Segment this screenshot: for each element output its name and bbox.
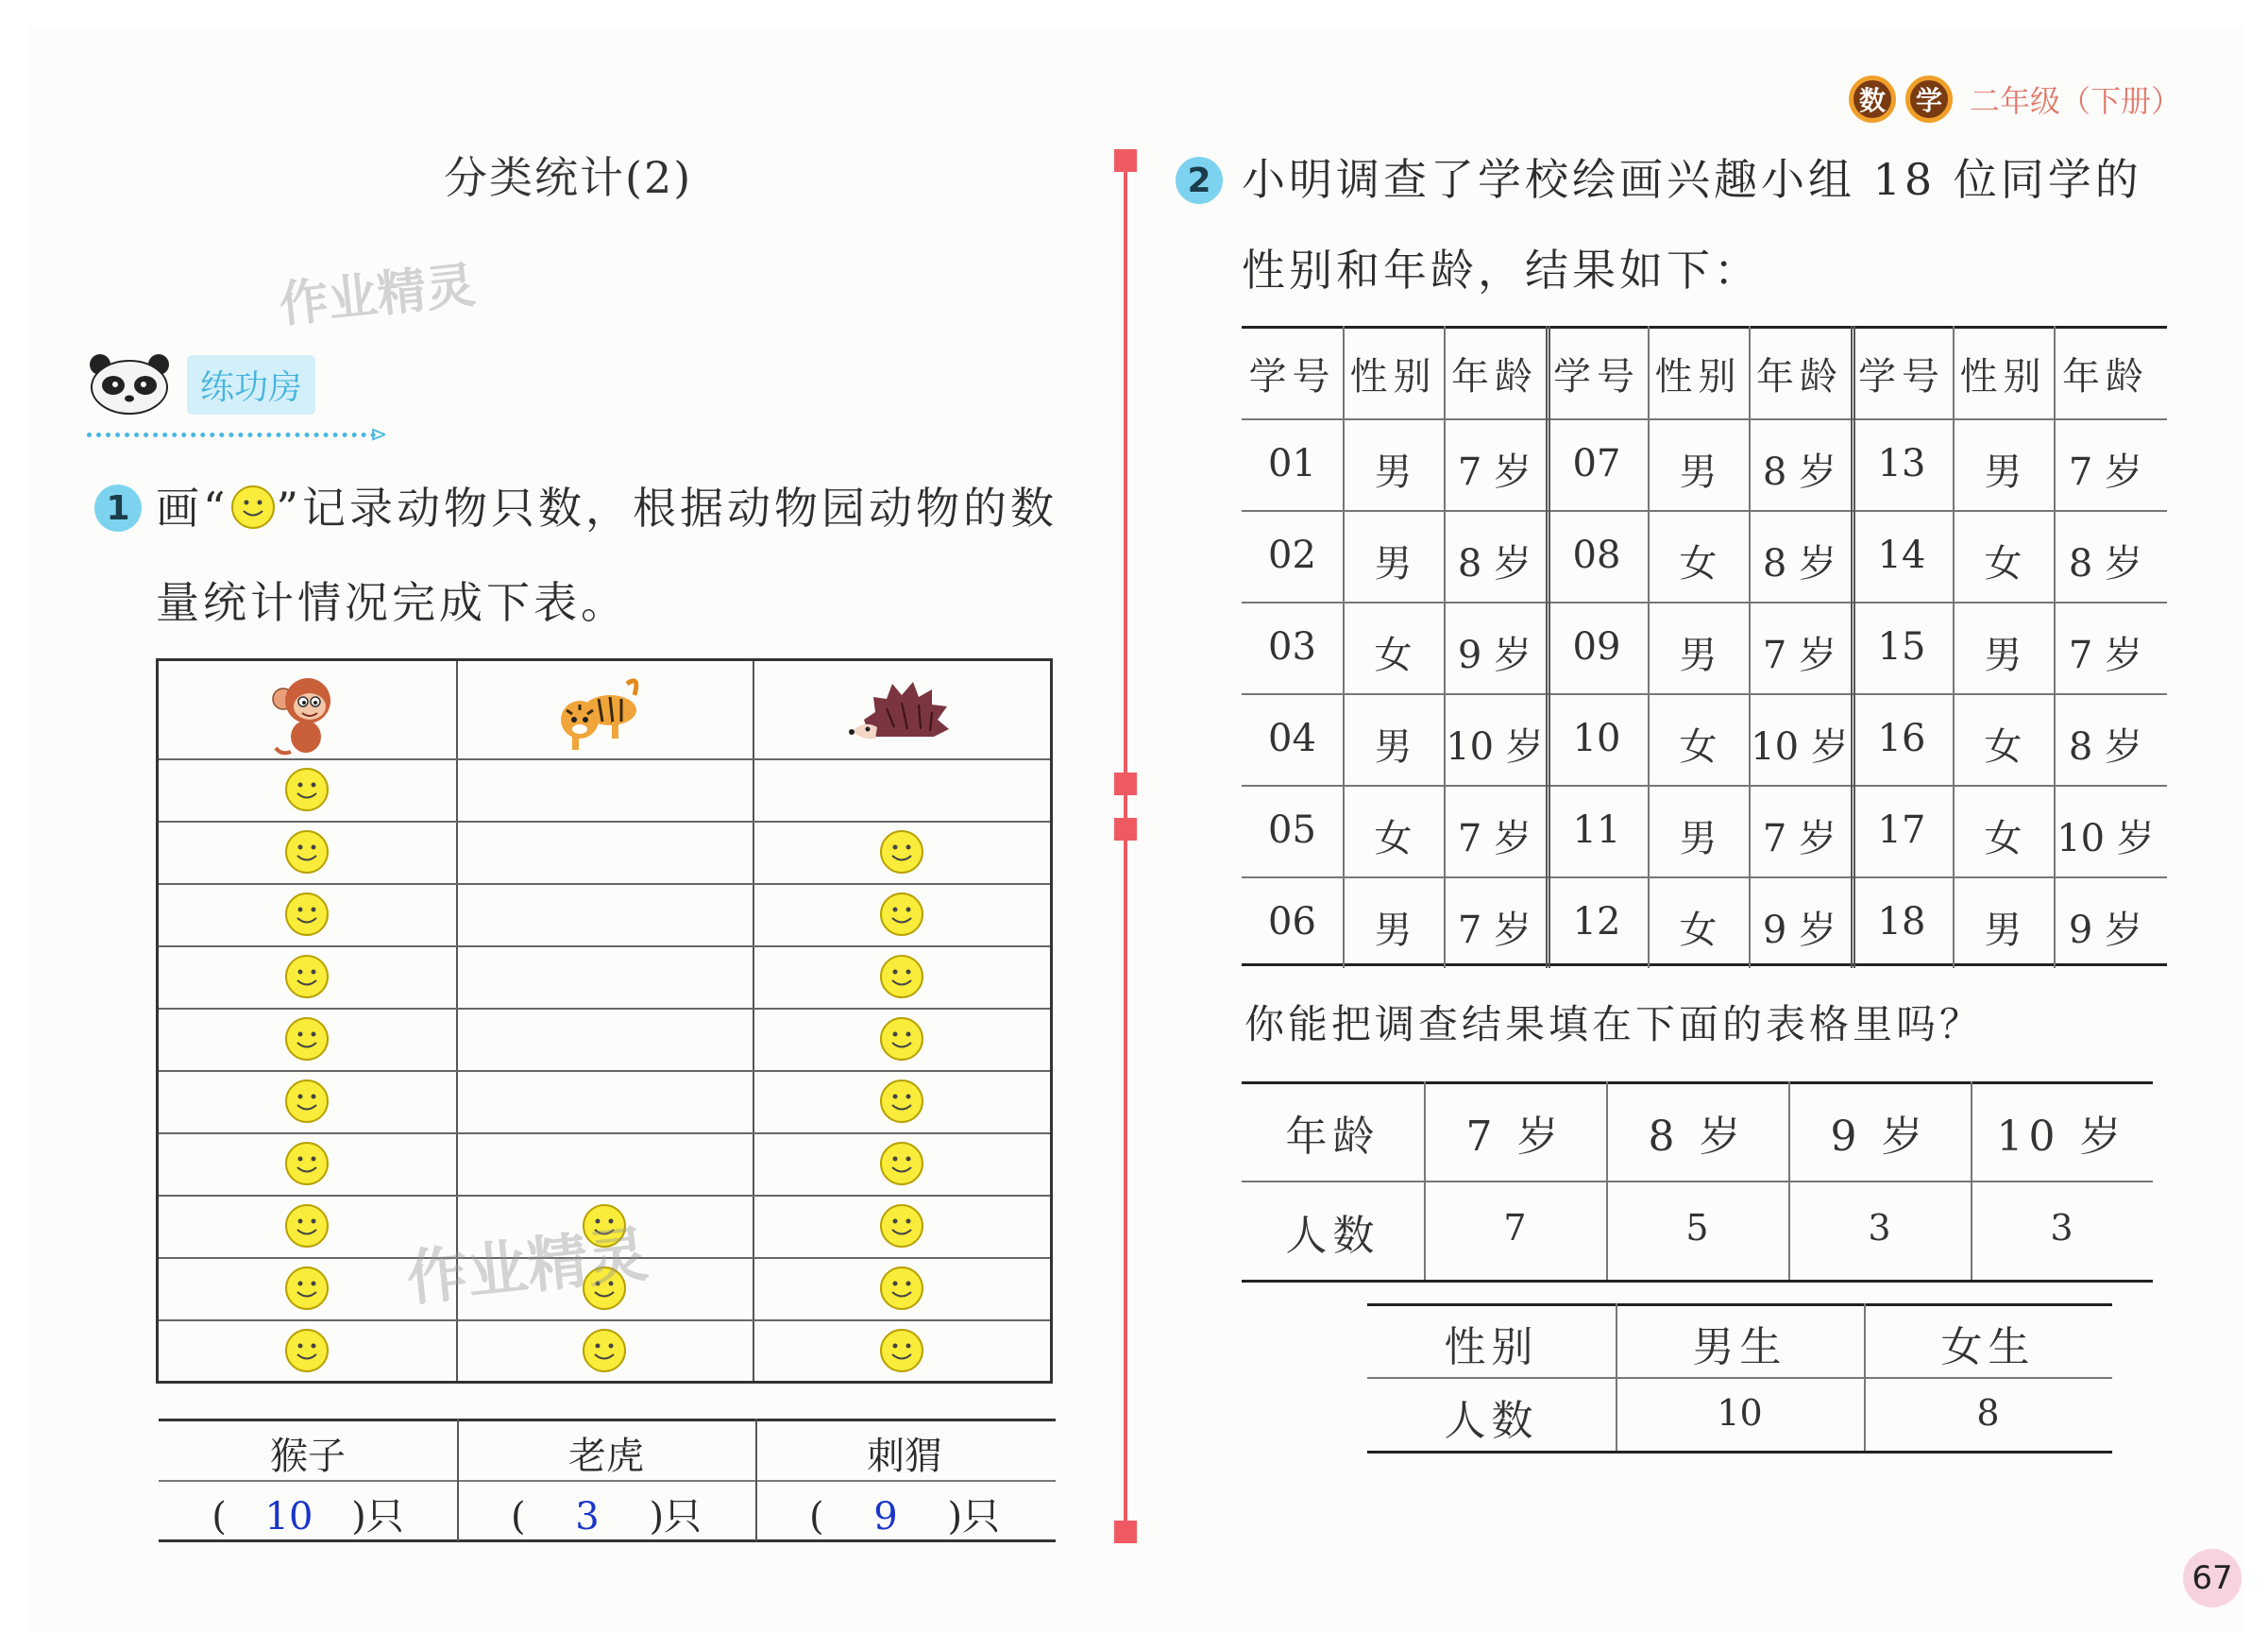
count-table-mid-rule (159, 1480, 1056, 1482)
question-1-line2: 量统计情况完成下表。 (156, 577, 628, 628)
binding-marker (1114, 773, 1137, 795)
age-table-header-cell: 9 岁 (1830, 1113, 1929, 1161)
page-number: 67 (2183, 1549, 2242, 1607)
gender-table-mid-rule (1367, 1377, 2112, 1379)
tally-smiley (878, 1265, 925, 1312)
animal-name-hedgehog: 刺猬 (867, 1435, 942, 1478)
table-data-cell: 7 岁 (2068, 634, 2143, 677)
tally-smiley (283, 1265, 330, 1312)
animal-name-tiger: 老虎 (568, 1435, 644, 1478)
table-data-cell: 8 岁 (1762, 542, 1837, 586)
count-value-monkey: 10 (264, 1495, 313, 1538)
paren-open: ( (808, 1495, 824, 1538)
animal-name-monkey: 猴子 (270, 1435, 346, 1478)
table-data-cell: 男 (1984, 634, 2023, 677)
table-data-cell: 13 (1877, 442, 1926, 485)
table-data-cell: 男 (1679, 634, 1718, 677)
table-data-cell: 女 (1679, 542, 1718, 586)
table-data-cell: 男 (1984, 450, 2023, 494)
tally-row-divider (159, 1132, 1050, 1134)
subject-char-2: 学 (1905, 76, 1953, 123)
gender-table-value-cell: 10 (1717, 1392, 1763, 1434)
tally-smiley (878, 1327, 925, 1374)
table-data-cell: 9 岁 (1762, 909, 1837, 952)
table-data-cell: 男 (1374, 725, 1413, 769)
dotted-divider (87, 433, 376, 437)
table-row-rule (1242, 418, 2167, 420)
table-data-cell: 8 岁 (1457, 542, 1532, 586)
count-cell-hedgehog (755, 1487, 1054, 1540)
watermark-middle: 作业精灵 (403, 1219, 652, 1316)
age-table-value-cell: 7 (1503, 1207, 1527, 1249)
practice-label: 练功房 (187, 355, 315, 415)
gender-summary-table (1367, 1303, 2113, 1459)
tally-smiley (283, 766, 330, 813)
table-data-cell: 05 (1268, 808, 1316, 852)
table-header-cell: 年龄 (1451, 355, 1538, 399)
table-data-cell: 8 岁 (2068, 542, 2143, 586)
table-row-rule (1242, 510, 2167, 512)
practice-header (87, 351, 315, 417)
table-data-cell: 8 岁 (2068, 725, 2143, 769)
subject-badge (1849, 76, 2181, 123)
question-1-line1 (156, 461, 1058, 555)
count-cell-monkey (159, 1487, 457, 1540)
table-header-cell: 学号 (1858, 355, 1945, 399)
tally-row-divider (159, 883, 1050, 885)
table-header-cell: 年龄 (1756, 355, 1843, 399)
subject-char-1: 数 (1849, 76, 1896, 123)
tally-row-divider (159, 758, 1050, 760)
smiley-icon (229, 484, 277, 531)
hedgehog-icon (843, 671, 956, 757)
unit-label: )只 (351, 1495, 404, 1538)
tally-smiley (878, 1015, 925, 1062)
table-data-cell: 08 (1572, 534, 1621, 577)
gender-table-value-cell: 8 (1976, 1392, 2000, 1434)
q1-line1-after: ”记录动物只数，根据动物园动物的数 (276, 483, 1058, 534)
grade-label: 二年级（下册） (1970, 83, 2182, 119)
tally-smiley (878, 828, 925, 876)
table-header-cell: 学号 (1248, 355, 1336, 399)
gender-table-header-cell: 男生 (1692, 1323, 1787, 1371)
unit-label: )只 (649, 1495, 702, 1538)
table-data-cell: 男 (1374, 909, 1413, 952)
table-data-cell: 07 (1572, 442, 1621, 485)
table-data-cell: 男 (1374, 542, 1413, 586)
table-data-cell: 18 (1877, 900, 1926, 944)
tally-row-divider (159, 1319, 1050, 1321)
tiger-icon (553, 671, 648, 757)
table-data-cell: 11 (1572, 808, 1621, 852)
question-number-2: 2 (1176, 157, 1223, 204)
paren-open: ( (212, 1495, 227, 1538)
table-data-cell: 女 (1374, 817, 1413, 860)
table-data-cell: 8 岁 (1762, 450, 1837, 494)
binding-marker (1114, 818, 1137, 841)
age-summary-table (1242, 1081, 2153, 1284)
table-data-cell: 01 (1268, 442, 1316, 485)
tally-row-divider (159, 1008, 1050, 1010)
tally-smiley (878, 1202, 925, 1250)
gender-table-header-cell: 女生 (1940, 1323, 2036, 1371)
age-table-header-cell: 年龄 (1285, 1113, 1380, 1161)
table-data-cell: 女 (1984, 817, 2023, 860)
table-data-cell: 12 (1572, 900, 1621, 944)
table-data-cell: 03 (1268, 625, 1316, 669)
table-row-rule (1242, 693, 2167, 695)
tally-smiley (581, 1327, 628, 1374)
tally-smiley (283, 1202, 330, 1250)
table-top-rule (1242, 326, 2167, 329)
table-data-cell: 9 岁 (1457, 634, 1532, 677)
table-data-cell: 7 岁 (1762, 634, 1837, 677)
monkey-icon (262, 671, 357, 757)
animal-count-table (159, 1419, 1056, 1541)
table-data-cell: 男 (1679, 817, 1718, 860)
tally-row-divider (159, 945, 1050, 947)
unit-label: )只 (947, 1495, 1001, 1538)
tally-row-divider (159, 1195, 1050, 1197)
table-data-cell: 06 (1268, 900, 1316, 944)
center-binding-line (1124, 161, 1127, 1539)
table-data-cell: 10 岁 (1751, 725, 1849, 769)
table-row-rule (1242, 876, 2167, 878)
table-data-cell: 9 岁 (2068, 909, 2143, 952)
table-data-cell: 10 岁 (2056, 817, 2155, 860)
count-value-hedgehog: 9 (873, 1495, 898, 1538)
age-table-header-cell: 10 岁 (1996, 1113, 2127, 1161)
tally-smiley (283, 1140, 330, 1187)
tally-column-divider (753, 661, 754, 1381)
panda-icon (87, 351, 172, 417)
table-data-cell: 7 岁 (2068, 450, 2143, 494)
q1-line1-before: 画“ (156, 483, 229, 534)
table-data-cell: 15 (1877, 625, 1926, 669)
table-data-cell: 女 (1679, 725, 1718, 769)
table-data-cell: 女 (1984, 725, 2023, 769)
gender-table-bottom-rule (1367, 1451, 2112, 1454)
table-data-cell: 7 岁 (1762, 817, 1837, 860)
age-table-mid-rule (1242, 1181, 2153, 1182)
age-table-value-cell: 3 (2050, 1207, 2073, 1249)
table-data-cell: 7 岁 (1457, 817, 1532, 860)
table-data-cell: 女 (1679, 909, 1718, 952)
table-data-cell: 女 (1984, 542, 2023, 586)
question-2-prompt: 你能把调查结果填在下面的表格里吗？ (1244, 1001, 1984, 1047)
table-header-cell: 年龄 (2062, 355, 2149, 399)
tally-smiley (283, 891, 330, 938)
tally-smiley (283, 828, 330, 876)
question-2-line2: 性别和年龄，结果如下： (1242, 245, 1761, 296)
tally-smiley (878, 1140, 925, 1187)
binding-marker (1114, 1521, 1137, 1543)
table-row-rule (1242, 785, 2167, 787)
table-data-cell: 女 (1374, 634, 1413, 677)
question-2-line1: 小明调查了学校绘画兴趣小组 18 位同学的 (1242, 154, 2142, 205)
tally-smiley (878, 1078, 925, 1125)
gender-table-value-cell: 人数 (1444, 1397, 1539, 1445)
table-row-rule (1242, 963, 2167, 966)
table-data-cell: 男 (1984, 909, 2023, 952)
table-data-cell: 7 岁 (1457, 909, 1532, 952)
table-header-cell: 性别 (1349, 355, 1437, 399)
tally-smiley (283, 1078, 330, 1125)
age-table-top-rule (1242, 1081, 2153, 1084)
age-table-header-cell: 7 岁 (1465, 1113, 1565, 1161)
table-data-cell: 17 (1877, 808, 1926, 852)
tally-smiley (283, 1015, 330, 1062)
gender-table-header-cell: 性别 (1444, 1323, 1539, 1371)
table-data-cell: 男 (1679, 450, 1718, 494)
tally-smiley (283, 1327, 330, 1374)
paren-open: ( (510, 1495, 526, 1538)
tally-smiley (283, 953, 330, 1000)
table-data-cell: 男 (1374, 450, 1413, 494)
tally-row-divider (159, 1070, 1050, 1072)
arrow-icon: ⊳ (370, 423, 388, 447)
table-header-cell: 性别 (1959, 355, 2047, 399)
table-data-cell: 14 (1877, 534, 1926, 577)
table-data-cell: 04 (1268, 717, 1316, 760)
table-header-cell: 学号 (1553, 355, 1640, 399)
watermark-top: 作业精灵 (277, 257, 479, 334)
table-row-rule (1242, 602, 2167, 604)
age-table-bottom-rule (1242, 1280, 2153, 1283)
count-cell-tiger (457, 1487, 755, 1540)
tally-row-divider (159, 821, 1050, 823)
survey-data-table (1242, 326, 2167, 968)
age-table-value-cell: 5 (1685, 1207, 1709, 1249)
table-data-cell: 02 (1268, 534, 1316, 577)
table-data-cell: 10 (1572, 717, 1621, 760)
table-data-cell: 09 (1572, 625, 1621, 669)
count-value-tiger: 3 (575, 1495, 600, 1538)
gender-table-top-rule (1367, 1303, 2112, 1306)
table-header-cell: 性别 (1654, 355, 1742, 399)
table-data-cell: 10 岁 (1446, 725, 1544, 769)
tally-smiley (878, 891, 925, 938)
binding-marker (1114, 149, 1137, 172)
section-title: 分类统计(2) (444, 152, 693, 203)
table-data-cell: 16 (1877, 717, 1926, 760)
age-table-value-cell: 3 (1868, 1207, 1891, 1249)
tally-smiley (878, 953, 925, 1000)
age-table-value-cell: 人数 (1285, 1212, 1380, 1260)
count-table-top-rule (159, 1419, 1056, 1421)
age-table-header-cell: 8 岁 (1648, 1113, 1747, 1161)
table-data-cell: 7 岁 (1457, 450, 1532, 494)
question-number-1: 1 (94, 484, 142, 532)
